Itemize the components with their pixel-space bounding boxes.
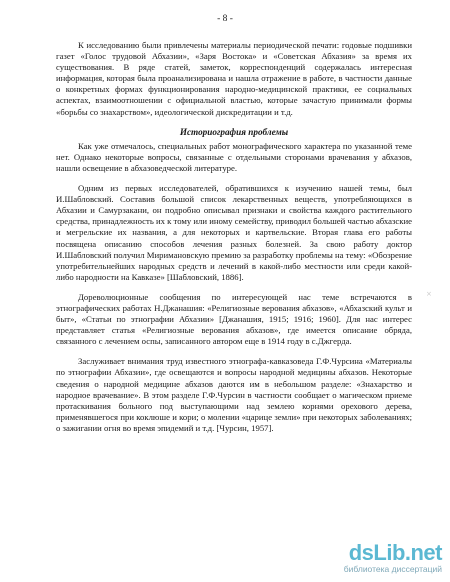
paragraph-intro: Как уже отмечалось, специальных работ монографического характера по указанной теме нет. Однако некоторые вопросы, связанные с отдельными сторонами врачевания у абхазов, нашли освещение в абхазоведческой литературе. (56, 140, 412, 173)
watermark-tagline: библиотека диссертаций (343, 564, 442, 574)
paragraph-periodicals: К исследованию были привлечены материалы периодической печати: годовые подшивки газет «Голос трудовой Абхазии», «Заря Востока» и «Советская Абхазия» за время их существования. В ряде статей, заметок, корреспонденций содержалась интересная информация, которая была проанализирована и нашла отражение в работе, в частности данные о конкретных формах функционирования народно-медицинской практики, ее социальных аспектах, взаимоотношении с официальной властью, которые зачастую принимали формы «борьбы со знахарством», идеологической дискредитации и т.д. (56, 40, 412, 117)
watermark-logo: dsLib.net (348, 540, 442, 565)
paragraph-dzhanashia: Дореволюционные сообщения по интересующей нас теме встречаются в этнографических работах Н.Джанашия: «Религиозные верования абхазов», «Абхазский культ и быт», «Статьи по этнографии Абхазии» [Джанашия, 1915; 1916; 1960]. Для нас интерес представляет статья «Религиозные верования абхазов», где имеется описание обряда, связанного с лечением оспы, записанного автором еще в 1914 году в с.Джгерда. (56, 291, 412, 347)
watermark[interactable] (344, 542, 442, 574)
document-body (56, 40, 412, 443)
paragraph-chursin: Заслуживает внимания труд известного этнографа-кавказоведа Г.Ф.Чурсина «Материалы по этнографии Абхазии», где освещаются и вопросы народной медицины абхазов. Некоторые сведения о народной медицине абхазов даются им в небольшом разделе: «Знахарство и народное врачевание». В этом разделе Г.Ф.Чурсин в частности сообщает о магическом приеме протаскивания больного под выступающими над землею корнями орехового дерева, применявшегося при коклюше и кори; о молении «царице земли» при некоторых заболеваниях; о зажигании огня во время эпидемий и т.д. [Чурсин, 1957]. (56, 356, 412, 433)
page-number: - 8 - (217, 14, 233, 24)
paragraph-shablovsky: Одним из первых исследователей, обратившихся к изучению нашей темы, был И.Шабловский. Составив большой список лекарственных веществ, употребляющихся в Абхазии и Самурзакани, он подробно описывал признаки и свойства каждого растительного средства, принадлежность их к тому или иному семейству, приводил большей частью абхазские и мегрельские их названия, а для некоторых и картвельские. Вторая глава его работы посвящена описанию способов лечения разных болезней. За свою работу доктор И.Шабловский получил Мириманoвскую премию за разработку проблемы на тему: «Обозрение употребительнейших народных средств и лечений в какой-либо местности или среди какой-либо народности на Кавказе» [Шабловский, 1886]. (56, 183, 412, 282)
section-heading: Историография проблемы (179, 126, 289, 137)
scan-artifact: × (426, 290, 432, 298)
